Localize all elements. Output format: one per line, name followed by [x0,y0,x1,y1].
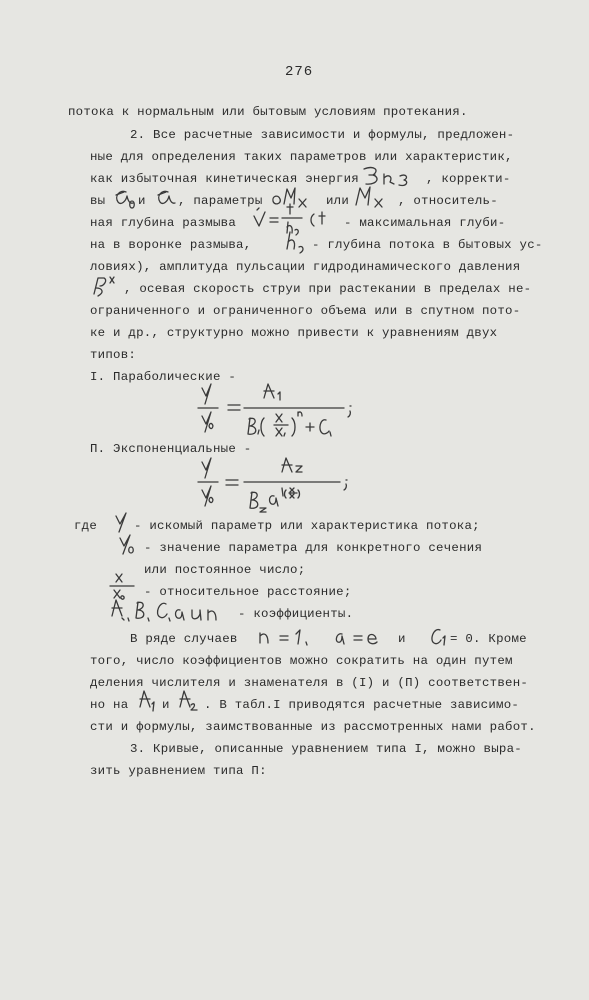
text-line: - максимальная глуби- [344,216,506,230]
text-line: и [138,194,146,208]
text-line: типов: [90,348,137,362]
text-line: потока к нормальным или бытовым условиям протекания. [68,105,468,119]
text-line: или [326,194,350,208]
text-line: - относительное расстояние; [144,585,352,599]
parabolic-equation [194,378,364,446]
text-line: и [398,632,406,646]
alpha-symbol [154,186,176,210]
text-line: 3. Кривые, описанные уравнением типа I, можно выра- [130,742,522,756]
coefficients-symbols [108,596,236,624]
a2-symbol [174,688,200,714]
text-line: - глубина потока в бытовых ус- [312,238,543,252]
text-line: ная глубина размыва [90,216,237,230]
text-line: , параметры [178,194,263,208]
a-equals-e-formula [330,624,390,648]
text-line: - искомый параметр или характеристика потока; [134,519,480,533]
text-line: деления числителя и знаменателя в (I) и (П) соответствен- [90,676,529,690]
text-line: того, число коэффициентов можно сократить на один путем [90,654,513,668]
text-line: или постоянное число; [144,563,306,577]
pressure-amplitude-symbol [88,274,122,298]
text-line: на в воронке размыва, [90,238,252,252]
text-line: и [162,698,170,712]
text-line: как избыточная кинетическая энергия [90,172,359,186]
h-b-symbol [284,229,312,255]
text-line: = 0. Кроме [450,632,527,646]
text-line: 2. Все расчетные зависимости и формулы, предложен- [130,128,515,142]
text-line: В ряде случаев [130,632,238,646]
text-line: сти и формулы, заимствованные из рассмотренных нами работ. [90,720,536,734]
text-line: I. Параболические - [90,370,237,384]
text-line: ке и др., структурно можно привести к уравнениям двух [90,326,498,340]
text-line: ные для определения таких параметров или характеристик, [90,150,513,164]
exponential-equation [194,454,364,516]
y-zero-symbol [116,532,142,556]
c1-symbol [428,624,450,648]
text-line: ловиях), амплитуда пульсации гидродинамического давления [90,260,521,274]
text-line: ограниченного и ограниченного объема или в спутном пото- [90,304,521,318]
page-number: 276 [285,64,314,80]
text-line: где [74,519,98,533]
text-line: но на [90,698,129,712]
alpha-zero-symbol [110,186,138,210]
text-line: . В табл.I приводятся расчетные зависимо- [204,698,520,712]
a1-symbol [134,688,160,714]
y-symbol [112,510,134,534]
text-line: - коэффициенты. [238,607,354,621]
mx-symbol [352,184,392,210]
text-line: зить уравнением типа П: [90,764,267,778]
text-line: , осевая скорость струи при растекании в пределах не- [124,282,532,296]
text-line: , корректи- [426,172,511,186]
text-line: вы [90,194,106,208]
text-line: - значение параметра для конкретного сечения [144,541,483,555]
n-equals-1-formula [254,624,320,648]
text-line: П. Экспоненциальные - [90,442,252,456]
text-line: , относитель- [398,194,498,208]
